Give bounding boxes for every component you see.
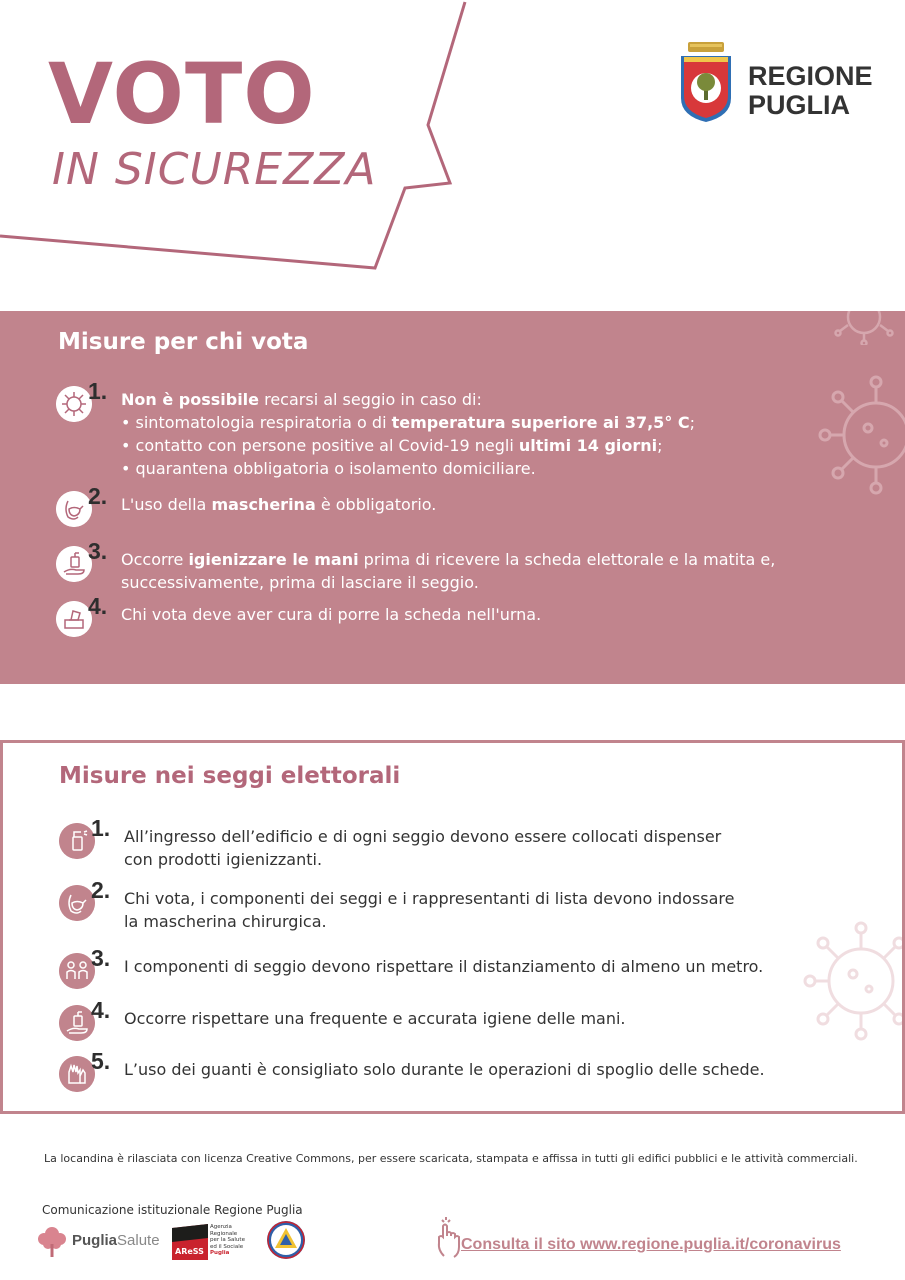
puglia-salute-brand-bold: Puglia (72, 1232, 118, 1249)
measure-number: 3. (91, 945, 111, 971)
measure-number: 4. (91, 997, 111, 1023)
measure-text: Occorre rispettare una frequente e accurata igiene delle mani. (124, 1009, 626, 1028)
decorative-virus-icon (818, 373, 905, 497)
measure-text: Chi vota, i componenti dei seggi e i rappresentanti di lista devono indossare la mascherina chirurgica. (124, 889, 735, 931)
measure-text: I componenti di seggio devono rispettare il distanziamento di almeno un metro. (124, 957, 764, 976)
website-link-text[interactable]: Consulta il sito www.regione.puglia.it/coronavirus (461, 1236, 841, 1253)
regione-puglia-logo (678, 40, 878, 130)
measure-text: All’ingresso dell’edificio e di ogni seggio devono essere collocati dispenser con prodotti igienizzanti. (124, 827, 722, 869)
measure-number: 1. (88, 378, 108, 404)
aress-caption: Agenzia Regionale per la Salute ed il Sociale Puglia (210, 1224, 245, 1256)
measure-number: 1. (91, 815, 111, 841)
decorative-virus-icon (832, 311, 896, 345)
hand-washing-icon (59, 1005, 95, 1041)
website-link[interactable] (434, 1216, 874, 1264)
region-name-line1: REGIONE (748, 61, 873, 91)
puglia-salute-logo (36, 1222, 166, 1262)
spray-dispenser-icon (59, 823, 95, 859)
region-name-line2: PUGLIA (748, 90, 851, 120)
institutional-communication-label: Comunicazione istituzionale Regione Puglia (42, 1203, 303, 1217)
voter-measures-heading: Misure per chi vota (58, 329, 309, 355)
decorative-virus-icon (803, 919, 905, 1043)
face-mask-icon (56, 491, 92, 527)
page-title: VOTO (48, 45, 316, 143)
hand-sanitizer-icon (56, 546, 92, 582)
civil-protection-logo-icon (266, 1220, 306, 1260)
measure-text: Non è possibile recarsi al seggio in caso di: • sintomatologia respiratoria o di temperatura superiore ai 37,5° C; • contatto con persone positive al Covid-19 negli ultimi 14 giorni; • quarantena obbligatoria o isolamento domiciliare. (121, 390, 696, 478)
gloves-icon (59, 1056, 95, 1092)
puglia-salute-brand-light: Salute (117, 1232, 160, 1249)
voter-measures-section (0, 311, 905, 684)
virus-icon (56, 386, 92, 422)
face-mask-icon (59, 885, 95, 921)
measure-number: 2. (91, 877, 111, 903)
ballot-box-icon (56, 601, 92, 637)
region-crest-icon (678, 40, 734, 124)
tree-icon (36, 1224, 68, 1258)
page-subtitle: IN SICUREZZA (52, 144, 377, 195)
pointing-hand-icon (434, 1216, 464, 1260)
polling-station-measures-section (0, 740, 905, 1114)
measure-text: L’uso dei guanti è consigliato solo durante le operazioni di spoglio delle schede. (124, 1060, 765, 1079)
polling-measures-heading: Misure nei seggi elettorali (59, 763, 401, 789)
license-note: La locandina è rilasciata con licenza Creative Commons, per essere scaricata, stampata e affissa in tutti gli edifici pubblici e le attività commerciali. (44, 1152, 858, 1165)
measure-text: L'uso della mascherina è obbligatorio. (121, 495, 437, 514)
aress-logo (172, 1222, 252, 1262)
measure-text: Occorre igienizzare le mani prima di ricevere la scheda elettorale e la matita e, successivamente, prima di lasciare il seggio. (121, 550, 776, 592)
aress-mark-text: AReSS (175, 1247, 204, 1256)
measure-number: 3. (88, 538, 108, 564)
measure-text: Chi vota deve aver cura di porre la scheda nell'urna. (121, 605, 542, 624)
measure-number: 5. (91, 1048, 111, 1074)
social-distance-icon (59, 953, 95, 989)
measure-number: 4. (88, 593, 108, 619)
measure-number: 2. (88, 483, 108, 509)
